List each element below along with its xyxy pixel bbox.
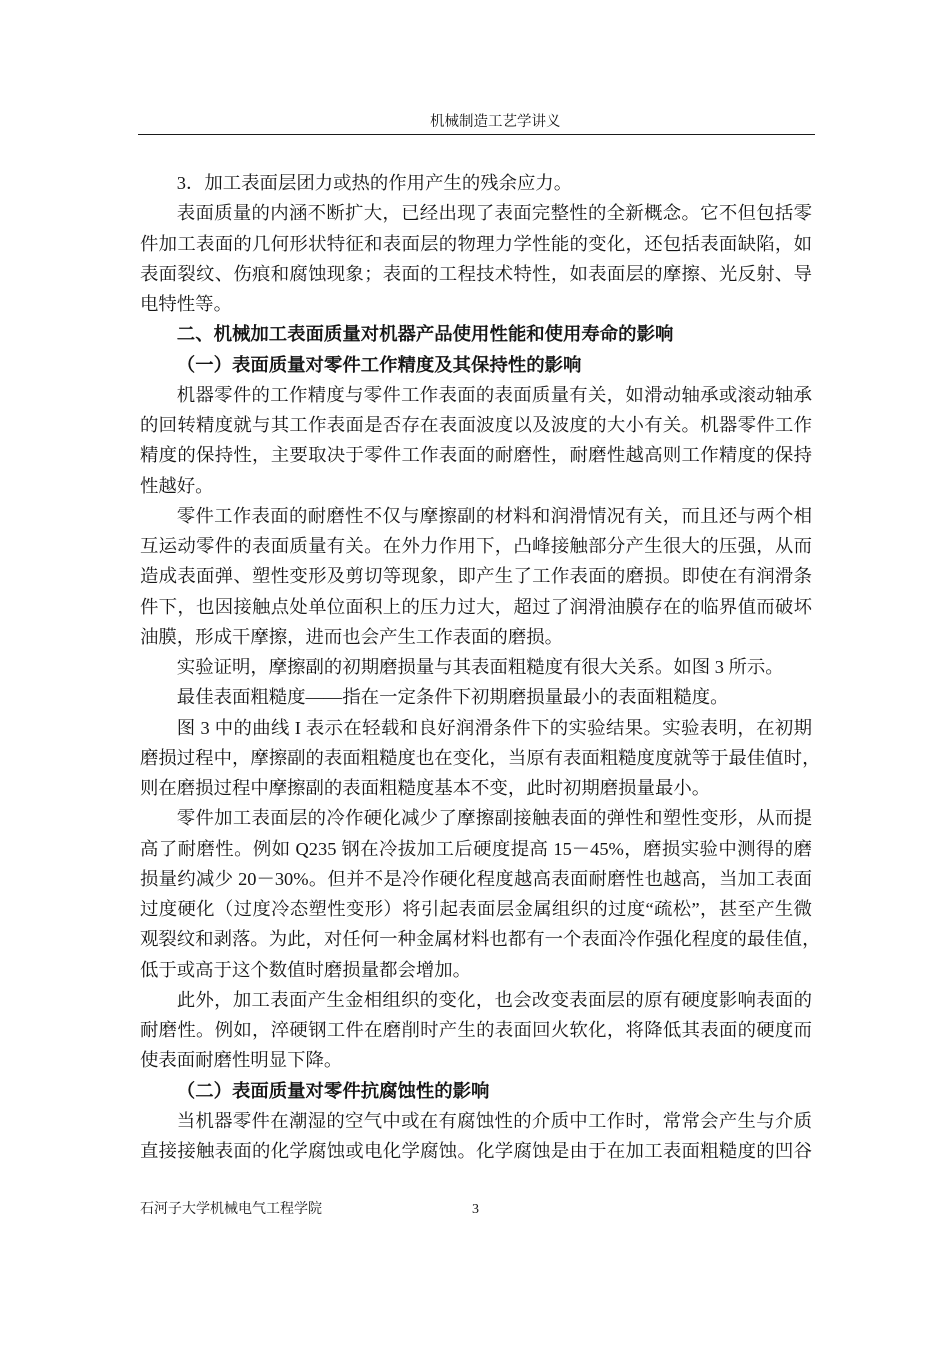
text-line: 直接接触表面的化学腐蚀或电化学腐蚀。化学腐蚀是由于在加工表面粗糙度的凹谷 [140,1141,812,1161]
text-line: 实验证明，摩擦副的初期磨损量与其表面粗糙度有很大关系。如图 3 所示。 [176,657,784,677]
text-line: 过度硬化（过度冷态塑性变形）将引起表面层金属组织的过度“疏松”，甚至产生微 [140,899,812,919]
subsection-heading: （一）表面质量对零件工作精度及其保持性的影响 [176,354,582,375]
footer-institution: 石河子大学机械电气工程学院 [140,1202,322,1217]
text-line: 电特性等。 [140,294,232,314]
text-line: 表面质量的内涵不断扩大，已经出现了表面完整性的全新概念。它不但包括零 [176,203,812,224]
text-line: 观裂纹和剥落。为此，对任何一种金属材料也都有一个表面冷作强化程度的最佳值， [140,929,821,950]
text-line: 造成表面弹、塑性变形及剪切等现象，即产生了工作表面的磨损。即使在有润滑条 [140,566,812,587]
text-line: 则在磨损过程中摩擦副的表面粗糙度基本不变，此时初期磨损量最小。 [140,778,711,798]
text-line: 互运动零件的表面质量有关。在外力作用下，凸峰接触部分产生很大的压强，从而 [140,536,812,556]
text-line: 零件工作表面的耐磨性不仅与摩擦副的材料和润滑情况有关，而且还与两个相 [176,505,812,526]
running-header-title: 机械制造工艺学讲义 [430,114,561,130]
paragraph [140,713,821,804]
paragraph [140,380,812,501]
text-line: 磨损过程中，摩擦副的表面粗糙度也在变化，当原有表面粗糙度度就等于最佳值时， [140,747,821,768]
text-line: 件下，也因接触点处单位面积上的压力过大，超过了润滑油膜存在的临界值而破坏 [140,596,812,617]
text-line: 3．加工表面层团力或热的作用产生的残余应力。 [176,173,573,193]
section-heading: 二、机械加工表面质量对机器产品使用性能和使用寿命的影响 [176,324,674,345]
text-line: 高了耐磨性。例如 Q235 钢在冷拔加工后硬度提高 15－45%，磨损实验中测得的磨 [140,838,812,859]
text-line: 零件加工表面层的冷作硬化减少了摩擦副接触表面的弹性和塑性变形，从而提 [176,808,812,829]
text-line: 性越好。 [140,475,214,496]
text-line: 件加工表面的几何形状特征和表面层的物理力学性能的变化，还包括表面缺陷，如 [140,233,812,254]
text-line: 图 3 中的曲线 I 表示在轻载和良好润滑条件下的实验结果。实验表明，在初期 [176,717,812,738]
text-line: 损量约减少 20－30%。但并不是冷作硬化程度越高表面耐磨性也越高，当加工表面 [140,868,812,889]
page-body [140,168,821,1166]
text-line: 此外，加工表面产生金相组织的变化，也会改变表面层的原有硬度影响表面的 [176,989,812,1010]
text-line: 表面裂纹、伤痕和腐蚀现象；表面的工程技术特性，如表面层的摩擦、光反射、导 [140,263,812,284]
text-line: 耐磨性。例如，淬硬钢工件在磨削时产生的表面回火软化，将降低其表面的硬度而 [140,1020,812,1040]
text-line: 的回转精度就与其工作表面是否存在表面波度以及波度的大小有关。机器零件工作 [140,415,812,435]
text-line: 精度的保持性，主要取决于零件工作表面的耐磨性，耐磨性越高则工作精度的保持 [140,445,812,466]
paragraph [140,682,812,712]
text-line: 当机器零件在潮湿的空气中或在有腐蚀性的介质中工作时，常常会产生与介质 [176,1110,812,1131]
paragraph [140,985,812,1076]
page-number: 3 [472,1202,479,1217]
paragraph [140,803,821,985]
subsection-heading: （二）表面质量对零件抗腐蚀性的影响 [176,1080,490,1101]
paragraph [140,652,812,682]
header-rule [138,134,815,135]
paragraph [140,501,812,652]
text-line: 最佳表面粗糙度——指在一定条件下初期磨损量最小的表面粗糙度。 [176,687,729,708]
text-line: 使表面耐磨性明显下降。 [140,1050,343,1071]
paragraph [140,1106,812,1167]
text-line: 低于或高于这个数值时磨损量都会增加。 [140,959,472,980]
text-line: 油膜，形成干摩擦，进而也会产生工作表面的磨损。 [140,626,563,647]
paragraph [140,198,812,319]
text-line: 机器零件的工作精度与零件工作表面的表面质量有关，如滑动轴承或滚动轴承 [176,384,812,405]
paragraph [140,168,812,198]
